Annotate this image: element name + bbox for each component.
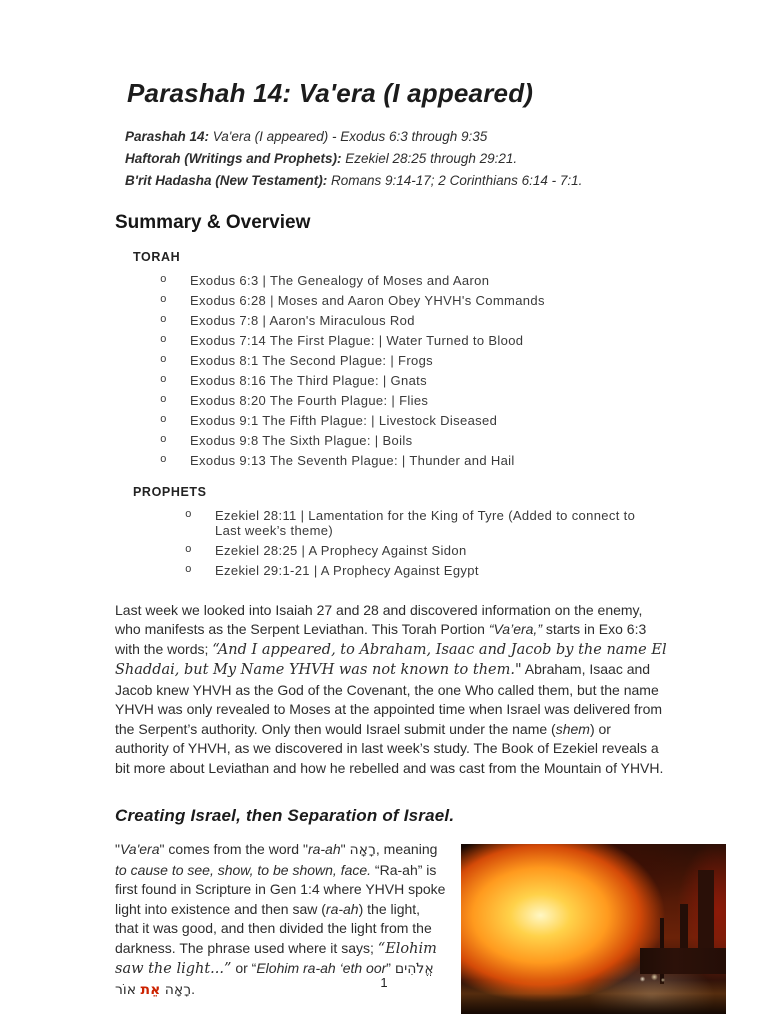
list-item <box>160 293 668 309</box>
header-line-label: B'rit Hadasha (New Testament): <box>125 173 328 188</box>
header-line-text: Ezekiel 28:25 through 29:21. <box>341 151 518 166</box>
text-segment: Abraham, Isaac and Jacob knew YHVH as the God of the Covenant, the one Who called them, but the name YHVH was only revealed to Moses at the appointed time when Israel was delivered from the Serpent’s authority. Only then would Israel submit under the name ( <box>115 661 663 737</box>
list-bullet: o <box>185 544 192 556</box>
text-segment: אֱלֹהִים רָאָה <box>160 961 434 998</box>
text-segment: starts in Exo 6:3 with the words; <box>115 621 647 657</box>
list-bullet: o <box>160 454 167 466</box>
list-item <box>160 433 668 449</box>
list-item <box>160 413 668 429</box>
header-line-text: Va'era (I appeared) - Exodus 6:3 through 9:35 <box>209 129 488 144</box>
list-item <box>160 373 668 389</box>
list-item <box>185 563 668 579</box>
text-segment: " comes from the word " <box>159 841 308 857</box>
header-line-label: Parashah 14: <box>125 129 210 144</box>
text-segment: “And I appeared, to Abraham, Isaac and Jacob by the name El Shaddai, but My Name YHVH was not known to them." <box>115 641 667 678</box>
header-line-label: Haftorah (Writings and Prophets): <box>125 151 342 166</box>
painting-city-silhouette <box>698 870 714 948</box>
list-item <box>160 353 668 369</box>
list-item-text: Exodus 6:3 | The Genealogy of Moses and Aaron <box>190 273 490 288</box>
list-bullet: o <box>160 274 167 286</box>
text-segment: , meaning <box>375 841 438 857</box>
text-segment: . <box>191 980 196 997</box>
list-bullet: o <box>160 294 167 306</box>
text-segment: ) the light, that it was good, and then divided the light from the darkness. The phrase used where it says; <box>115 900 432 956</box>
list-bullet: o <box>185 508 192 521</box>
list-bullet: o <box>160 354 167 366</box>
text-segment: “Va’era,” <box>488 621 542 637</box>
text-segment: " <box>115 841 120 857</box>
summary-overview-heading: Summary & Overview <box>115 212 311 233</box>
text-segment: to cause to see, show, to be shown, face. <box>115 861 372 878</box>
list-item-text: Exodus 6:28 | Moses and Aaron Obey YHVH's Commands <box>190 293 545 308</box>
list-item-text: Ezekiel 28:25 | A Prophecy Against Sidon <box>215 543 467 558</box>
list-item <box>160 313 668 329</box>
torah-list <box>160 273 668 469</box>
text-segment: Va'era <box>119 841 160 857</box>
list-item-text: Exodus 8:1 The Second Plague: | Frogs <box>190 353 434 368</box>
vaera-paragraph-block <box>115 840 668 1020</box>
list-item-text: Exodus 8:16 The Third Plague: | Gnats <box>190 373 427 388</box>
text-segment: ra-ah <box>307 841 341 857</box>
list-item-text: Ezekiel 28:11 | Lamentation for the King of Tyre (Added to connect to Last week’s theme) <box>215 507 636 538</box>
list-bullet: o <box>160 434 167 446</box>
parashah-header <box>125 129 668 188</box>
header-line <box>125 151 668 166</box>
prophets-list <box>185 508 668 579</box>
text-segment: Last week we looked into Isaiah 27 and 28 and discovered information on the enemy, who manifests as the Serpent Leviathan. This Torah Portion <box>115 601 643 637</box>
creating-israel-heading: Creating Israel, then Separation of Israel. <box>115 806 455 825</box>
list-item <box>185 508 668 539</box>
list-item-text: Exodus 8:20 The Fourth Plague: | Flies <box>190 393 429 408</box>
list-bullet: o <box>160 334 167 346</box>
list-bullet: o <box>160 314 167 326</box>
list-bullet: o <box>160 414 167 426</box>
header-line-text: Romans 9:14-17; 2 Corinthians 6:14 - 7:1. <box>327 173 583 188</box>
page-number: 1 <box>380 975 388 990</box>
list-item-text: Exodus 9:13 The Seventh Plague: | Thunder and Hail <box>190 453 515 468</box>
list-bullet: o <box>160 374 167 386</box>
list-item <box>185 543 668 559</box>
list-item-text: Exodus 7:14 The First Plague: | Water Turned to Blood <box>190 333 524 348</box>
text-segment: ra-ah <box>325 900 359 917</box>
list-item <box>160 273 668 289</box>
text-segment: רָאָה <box>349 842 376 858</box>
text-segment: “Ra-ah” is first found in Scripture in Gen 1:4 where YHVH spoke light into existence and then saw ( <box>115 861 446 917</box>
intro-paragraph <box>115 601 668 779</box>
list-item-text: Ezekiel 29:1-21 | A Prophecy Against Egypt <box>215 563 479 578</box>
text-segment: “Elohim saw the light...” <box>115 940 437 977</box>
header-line <box>125 129 668 144</box>
list-item-text: Exodus 7:8 | Aaron's Miraculous Rod <box>190 313 415 328</box>
list-bullet: o <box>185 564 192 576</box>
list-item <box>160 453 668 469</box>
text-segment: אֵת <box>140 981 161 998</box>
text-segment: or “ <box>231 960 257 976</box>
list-item-text: Exodus 9:8 The Sixth Plague: | Boils <box>190 433 413 448</box>
text-segment: אוֹר <box>115 981 141 998</box>
torah-label: TORAH <box>133 250 181 264</box>
vaera-paragraph-text <box>115 841 445 997</box>
list-item-text: Exodus 9:1 The Fifth Plague: | Livestock Diseased <box>190 413 498 428</box>
list-item <box>160 393 668 409</box>
header-line <box>125 173 668 188</box>
list-item <box>160 333 668 349</box>
text-segment: ” <box>386 960 395 976</box>
list-bullet: o <box>160 394 167 406</box>
text-segment: ) or authority of YHVH, as we discovered in last week’s study. The Book of Ezekiel reveals a bit more about Leviathan and how he rebelled and was cast from the Mountain of YHVH. <box>115 720 664 776</box>
prophets-label: PROPHETS <box>133 484 207 499</box>
text-segment: " <box>340 841 350 857</box>
text-segment: Elohim ra-ah ‘eth oor <box>256 960 387 976</box>
text-segment: shem <box>555 720 590 737</box>
page-title: Parashah 14: Va'era (I appeared) <box>127 78 534 108</box>
